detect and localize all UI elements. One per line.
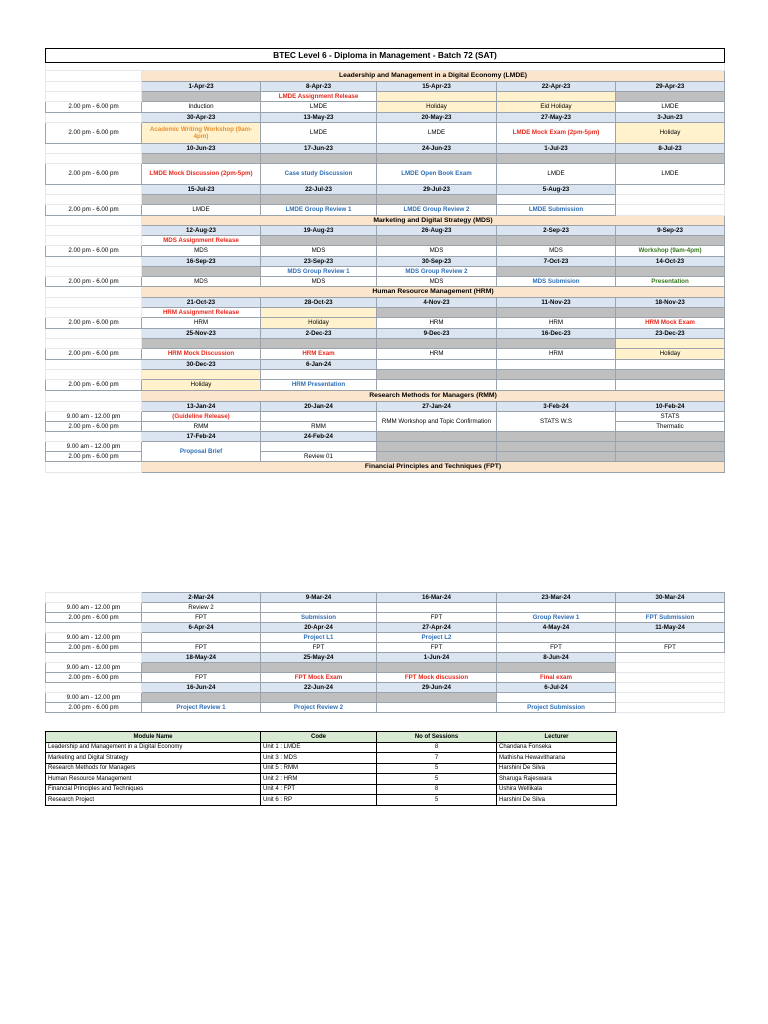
date-cell: 30-Apr-23 — [142, 113, 261, 123]
session-cell: FPT Mock Exam — [261, 673, 377, 683]
session-cell: Proposal Brief — [142, 442, 261, 462]
module-code: Unit 6 : RP — [261, 795, 377, 806]
session-cell: Induction — [142, 102, 261, 113]
section-header-hrm: Human Resource Management (HRM) — [142, 287, 725, 298]
module-name: Marketing and Digital Strategy — [46, 753, 261, 764]
time-slot: 2.00 pm - 6.00 pm — [46, 246, 142, 257]
session-cell: Holiday — [377, 102, 497, 113]
time-slot: 2.00 pm - 6.00 pm — [46, 422, 142, 432]
date-cell: 2-Sep-23 — [497, 226, 616, 236]
lecturer: Harshini De Silva — [497, 763, 617, 774]
session-cell: Review 01 — [261, 452, 377, 462]
module-code: Unit 5 : RMM — [261, 763, 377, 774]
date-cell: 5-Aug-23 — [497, 185, 616, 195]
session-cell: FPT — [377, 613, 497, 623]
session-cell: RMM — [142, 422, 261, 432]
event-note: HRM Assignment Release — [142, 308, 261, 318]
session-cell: HRM Mock Exam — [616, 318, 725, 329]
session-cell: LMDE Mock Discussion (2pm-5pm) — [142, 164, 261, 185]
module-code: Unit 1 : LMDE — [261, 742, 377, 753]
date-cell: 21-Oct-23 — [142, 298, 261, 308]
date-cell: 7-Oct-23 — [497, 257, 616, 267]
session-cell: FPT Submission — [616, 613, 725, 623]
page-title: BTEC Level 6 - Diploma in Management - Batch 72 (SAT) — [46, 49, 725, 63]
session-cell: LMDE — [616, 164, 725, 185]
date-cell: 24-Jun-23 — [377, 144, 497, 154]
session-cell: Project L2 — [377, 633, 497, 643]
column-header: No of Sessions — [377, 732, 497, 743]
session-cell: MDS — [142, 246, 261, 257]
table-row — [46, 795, 617, 806]
session-cell: FPT Mock discussion — [377, 673, 497, 683]
session-cell: RMM — [261, 422, 377, 432]
session-cell: Holiday — [142, 380, 261, 391]
table-row — [46, 763, 617, 774]
lecturer: Harshini De Silva — [497, 795, 617, 806]
time-slot: 2.00 pm - 6.00 pm — [46, 164, 142, 185]
date-cell: 29-Apr-23 — [616, 82, 725, 92]
date-cell: 29-Jun-24 — [377, 683, 497, 693]
module-name: Human Resource Management — [46, 774, 261, 785]
date-cell: 18-Nov-23 — [616, 298, 725, 308]
date-cell: 4-May-24 — [497, 623, 616, 633]
date-cell: 9-Mar-24 — [261, 593, 377, 603]
session-cell: FPT — [142, 613, 261, 623]
date-cell: 10-Jun-23 — [142, 144, 261, 154]
session-cell: STATS — [616, 412, 725, 422]
session-cell: Holiday — [261, 318, 377, 329]
session-cell: MDS — [142, 277, 261, 287]
time-slot: 2.00 pm - 6.00 pm — [46, 318, 142, 329]
module-summary-table — [45, 731, 617, 806]
date-cell: 4-Nov-23 — [377, 298, 497, 308]
session-cell: FPT — [616, 643, 725, 653]
event-note: LMDE Assignment Release — [261, 92, 377, 102]
lecturer: Mathisha Hewavitharana — [497, 753, 617, 764]
session-cell: MDS Submision — [497, 277, 616, 287]
date-cell: 16-Dec-23 — [497, 329, 616, 339]
module-code: Unit 3 : MDS — [261, 753, 377, 764]
lecturer: Sharuga Rajeswara — [497, 774, 617, 785]
time-slot: 9.00 am - 12.00 pm — [46, 412, 142, 422]
session-cell: STATS W.S — [497, 412, 616, 432]
date-cell: 17-Jun-23 — [261, 144, 377, 154]
module-name: Research Methods for Managers — [46, 763, 261, 774]
date-cell: 30-Sep-23 — [377, 257, 497, 267]
date-cell: 9-Sep-23 — [616, 226, 725, 236]
session-cell: HRM — [377, 349, 497, 360]
session-cell: FPT — [497, 643, 616, 653]
time-slot: 9.00 am - 12.00 pm — [46, 663, 142, 673]
date-cell: 6-Apr-24 — [142, 623, 261, 633]
session-cell: Group Review 1 — [497, 613, 616, 623]
time-slot: 9.00 am - 12.00 pm — [46, 603, 142, 613]
date-cell: 29-Jul-23 — [377, 185, 497, 195]
date-cell: 9-Dec-23 — [377, 329, 497, 339]
date-cell: 1-Jul-23 — [497, 144, 616, 154]
session-cell: Holiday — [616, 349, 725, 360]
event-note: MDS Group Review 2 — [377, 267, 497, 277]
session-cell: Project Submission — [497, 703, 616, 713]
time-slot: 9.00 am - 12.00 pm — [46, 442, 142, 452]
date-cell: 25-May-24 — [261, 653, 377, 663]
date-cell: 22-Jul-23 — [261, 185, 377, 195]
date-cell: 8-Apr-23 — [261, 82, 377, 92]
session-cell: LMDE Group Review 1 — [261, 205, 377, 216]
session-cell: LMDE — [616, 102, 725, 113]
session-cell: LMDE — [261, 123, 377, 144]
module-name: Leadership and Management in a Digital Economy — [46, 742, 261, 753]
date-cell: 16-Sep-23 — [142, 257, 261, 267]
session-cell: MDS — [377, 246, 497, 257]
time-slot: 2.00 pm - 6.00 pm — [46, 673, 142, 683]
module-code: Unit 2 : HRM — [261, 774, 377, 785]
time-slot: 2.00 pm - 6.00 pm — [46, 277, 142, 287]
date-cell: 26-Aug-23 — [377, 226, 497, 236]
session-cell: Presentation — [616, 277, 725, 287]
table-row — [46, 784, 617, 795]
session-cell: HRM — [377, 318, 497, 329]
lecturer: Ushira Wellikala — [497, 784, 617, 795]
event-note: MDS Assignment Release — [142, 236, 261, 246]
table-row — [46, 742, 617, 753]
session-count: 7 — [377, 753, 497, 764]
section-header-mds: Marketing and Digital Strategy (MDS) — [142, 216, 725, 226]
session-cell: MDS — [497, 246, 616, 257]
time-slot: 2.00 pm - 6.00 pm — [46, 380, 142, 391]
date-cell: 13-May-23 — [261, 113, 377, 123]
column-header: Code — [261, 732, 377, 743]
date-cell: 19-Aug-23 — [261, 226, 377, 236]
session-cell: RMM Workshop and Topic Confirmation — [377, 412, 497, 432]
session-cell: FPT — [377, 643, 497, 653]
date-cell: 10-Feb-24 — [616, 402, 725, 412]
session-cell: Review 2 — [142, 603, 261, 613]
spacer-row — [46, 63, 725, 71]
date-cell: 8-Jun-24 — [497, 653, 616, 663]
date-cell: 1-Apr-23 — [142, 82, 261, 92]
session-cell: Thermatic — [616, 422, 725, 432]
session-cell: HRM — [497, 349, 616, 360]
date-cell: 2-Dec-23 — [261, 329, 377, 339]
session-cell: MDS — [377, 277, 497, 287]
table-row — [46, 753, 617, 764]
date-cell: 20-May-23 — [377, 113, 497, 123]
table-row — [46, 774, 617, 785]
session-cell: Project Review 2 — [261, 703, 377, 713]
section-header-lmde: Leadership and Management in a Digital Economy (LMDE) — [142, 71, 725, 82]
date-cell: 14-Oct-23 — [616, 257, 725, 267]
section-header-rmm: Research Methods for Managers (RMM) — [142, 391, 725, 402]
session-cell: HRM — [142, 318, 261, 329]
session-count: 8 — [377, 784, 497, 795]
time-slot: 2.00 pm - 6.00 pm — [46, 703, 142, 713]
date-cell: 2-Mar-24 — [142, 593, 261, 603]
date-cell: 18-May-24 — [142, 653, 261, 663]
date-cell: 16-Jun-24 — [142, 683, 261, 693]
session-cell: Submission — [261, 613, 377, 623]
date-cell: 3-Jun-23 — [616, 113, 725, 123]
session-cell: Academic Writing Workshop (9am-4pm) — [142, 123, 261, 144]
date-cell: 1-Jun-24 — [377, 653, 497, 663]
time-slot: 2.00 pm - 6.00 pm — [46, 349, 142, 360]
session-cell: Final exam — [497, 673, 616, 683]
session-cell: LMDE Mock Exam (2pm-5pm) — [497, 123, 616, 144]
date-cell: 27-Apr-24 — [377, 623, 497, 633]
column-header: Module Name — [46, 732, 261, 743]
session-count: 5 — [377, 795, 497, 806]
session-cell: LMDE — [142, 205, 261, 216]
date-cell: 27-May-23 — [497, 113, 616, 123]
date-cell: 20-Apr-24 — [261, 623, 377, 633]
date-cell: 20-Jan-24 — [261, 402, 377, 412]
session-cell: MDS — [261, 277, 377, 287]
time-slot: 2.00 pm - 6.00 pm — [46, 205, 142, 216]
session-cell: HRM Exam — [261, 349, 377, 360]
session-cell: HRM Mock Discussion — [142, 349, 261, 360]
module-name: Research Project — [46, 795, 261, 806]
date-cell: 13-Jan-24 — [142, 402, 261, 412]
date-cell: 27-Jan-24 — [377, 402, 497, 412]
date-cell: 23-Mar-24 — [497, 593, 616, 603]
date-cell: 22-Apr-23 — [497, 82, 616, 92]
session-count: 5 — [377, 774, 497, 785]
date-cell: 24-Feb-24 — [261, 432, 377, 442]
session-cell: LMDE Group Review 2 — [377, 205, 497, 216]
lecturer: Chandana Fonseka — [497, 742, 617, 753]
session-cell: Holiday — [616, 123, 725, 144]
time-slot: 2.00 pm - 6.00 pm — [46, 102, 142, 113]
session-cell: (Guideline Release) — [142, 412, 261, 422]
session-cell: LMDE Submission — [497, 205, 616, 216]
date-cell: 28-Oct-23 — [261, 298, 377, 308]
date-cell: 30-Mar-24 — [616, 593, 725, 603]
session-cell: Project Review 1 — [142, 703, 261, 713]
schedule-table-fpt — [45, 592, 725, 713]
date-cell: 3-Feb-24 — [497, 402, 616, 412]
module-code: Unit 4 : FPT — [261, 784, 377, 795]
module-name: Financial Principles and Techniques — [46, 784, 261, 795]
date-cell: 11-Nov-23 — [497, 298, 616, 308]
date-cell: 23-Dec-23 — [616, 329, 725, 339]
date-cell: 15-Apr-23 — [377, 82, 497, 92]
time-slot: 2.00 pm - 6.00 pm — [46, 452, 142, 462]
session-cell: LMDE — [377, 123, 497, 144]
time-slot: 9.00 am - 12.00 pm — [46, 633, 142, 643]
event-note: MDS Group Review 1 — [261, 267, 377, 277]
time-slot: 2.00 pm - 6.00 pm — [46, 123, 142, 144]
session-cell: HRM Presentation — [261, 380, 377, 391]
session-cell: LMDE — [261, 102, 377, 113]
session-cell: FPT — [142, 643, 261, 653]
session-cell: FPT — [261, 643, 377, 653]
session-cell: FPT — [142, 673, 261, 683]
session-cell: Eid Holiday — [497, 102, 616, 113]
date-cell: 23-Sep-23 — [261, 257, 377, 267]
date-cell: 30-Dec-23 — [142, 360, 261, 370]
date-cell: 15-Jul-23 — [142, 185, 261, 195]
date-cell: 16-Mar-24 — [377, 593, 497, 603]
date-cell: 25-Nov-23 — [142, 329, 261, 339]
session-cell: Workshop (9am-4pm) — [616, 246, 725, 257]
session-cell: MDS — [261, 246, 377, 257]
session-count: 5 — [377, 763, 497, 774]
date-cell: 6-Jul-24 — [497, 683, 616, 693]
column-header: Lecturer — [497, 732, 617, 743]
schedule-table-top — [45, 48, 725, 473]
date-cell: 8-Jul-23 — [616, 144, 725, 154]
date-cell: 12-Aug-23 — [142, 226, 261, 236]
time-slot: 9.00 am - 12.00 pm — [46, 693, 142, 703]
time-slot: 2.00 pm - 6.00 pm — [46, 643, 142, 653]
date-cell: 6-Jan-24 — [261, 360, 377, 370]
session-cell: LMDE Open Book Exam — [377, 164, 497, 185]
date-cell: 22-Jun-24 — [261, 683, 377, 693]
date-cell: 17-Feb-24 — [142, 432, 261, 442]
session-cell: HRM — [497, 318, 616, 329]
section-header-fpt: Financial Principles and Techniques (FPT) — [142, 462, 725, 473]
session-cell: Project L1 — [261, 633, 377, 643]
session-count: 8 — [377, 742, 497, 753]
date-cell: 11-May-24 — [616, 623, 725, 633]
session-cell: Case study Discussion — [261, 164, 377, 185]
time-slot: 2.00 pm - 6.00 pm — [46, 613, 142, 623]
session-cell: LMDE — [497, 164, 616, 185]
